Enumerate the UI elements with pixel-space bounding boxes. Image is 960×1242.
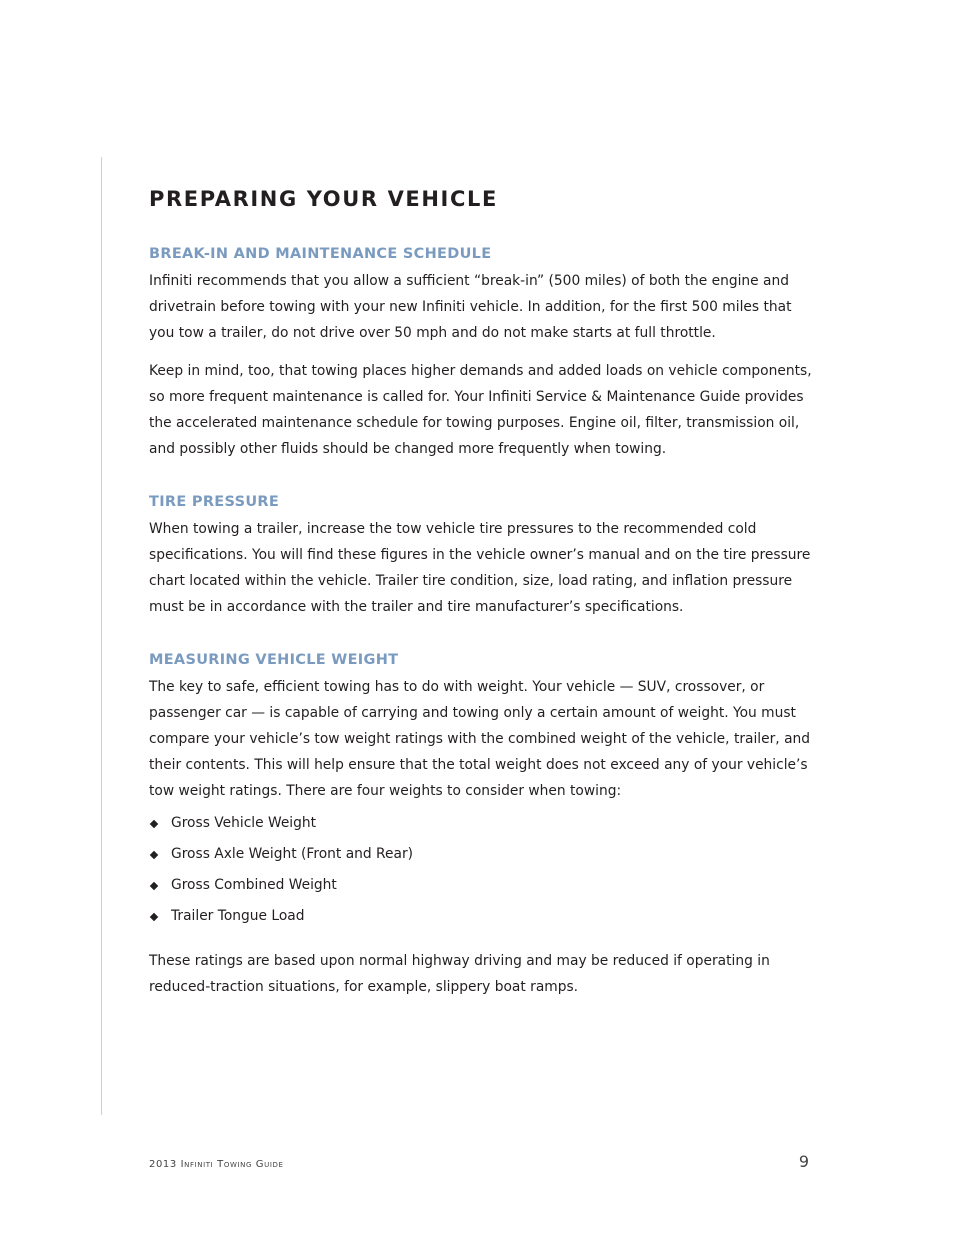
list-item-label: Gross Axle Weight (Front and Rear): [171, 846, 413, 862]
list-item: [149, 901, 819, 932]
diamond-bullet-icon: [150, 881, 158, 889]
list-item-label: Gross Vehicle Weight: [171, 815, 317, 831]
diamond-bullet-icon: [150, 850, 158, 858]
weights-list: [149, 808, 819, 932]
paragraph: Infiniti recommends that you allow a sufficient “break-in” (500 miles) of both the engine and drivetrain before towing with your new Infiniti vehicle. In addition, for the first 500 miles that you tow a trailer, do not drive over 50 mph and do not make starts at full throttle.: [149, 273, 792, 341]
section-vehicle-weight: [149, 650, 819, 1000]
section-heading: BREAK-IN AND MAINTENANCE SCHEDULE: [149, 246, 492, 262]
list-item-label: Gross Combined Weight: [171, 877, 337, 893]
paragraph: When towing a trailer, increase the tow vehicle tire pressures to the recommended cold specifications. You will find these figures in the vehicle owner’s manual and on the tire pressure chart located within the vehicle. Trailer tire condition, size, load rating, and inflation pressure must be in accordance with the trailer and tire manufacturer’s specifications.: [149, 521, 811, 615]
margin-rule: [101, 157, 102, 1115]
section-tire-pressure: [149, 492, 819, 620]
list-item: [149, 870, 819, 901]
footer-guide-title: 2013 Infiniti Towing Guide: [149, 1159, 284, 1170]
diamond-bullet-icon: [150, 819, 158, 827]
section-heading: TIRE PRESSURE: [149, 494, 280, 510]
list-item-label: Trailer Tongue Load: [171, 908, 305, 924]
paragraph: The key to safe, efficient towing has to do with weight. Your vehicle — SUV, crossover, or passenger car — is capable of carrying and towing only a certain amount of weight. You must compare your vehicle’s tow weight ratings with the combined weight of the vehicle, trailer, and their contents. This will help ensure that the total weight does not exceed any of your vehicle’s tow weight ratings. There are four weights to consider when towing:: [149, 679, 811, 799]
page-content: [149, 184, 819, 1000]
section-heading: MEASURING VEHICLE WEIGHT: [149, 652, 399, 668]
closing-paragraph: These ratings are based upon normal highway driving and may be reduced if operating in reduced-traction situations, for example, slippery boat ramps.: [149, 953, 770, 995]
page-footer: [149, 1152, 809, 1171]
page-title: PREPARING YOUR VEHICLE: [149, 187, 498, 211]
list-item: [149, 839, 819, 870]
page-number: 9: [798, 1152, 809, 1171]
diamond-bullet-icon: [150, 912, 158, 920]
section-break-in: [149, 244, 819, 462]
paragraph: Keep in mind, too, that towing places higher demands and added loads on vehicle components, so more frequent maintenance is called for. Your Infiniti Service & Maintenance Guide provides the accelerated maintenance schedule for towing purposes. Engine oil, filter, transmission oil, and possibly other fluids should be changed more frequently when towing.: [149, 363, 812, 457]
list-item: [149, 808, 819, 839]
